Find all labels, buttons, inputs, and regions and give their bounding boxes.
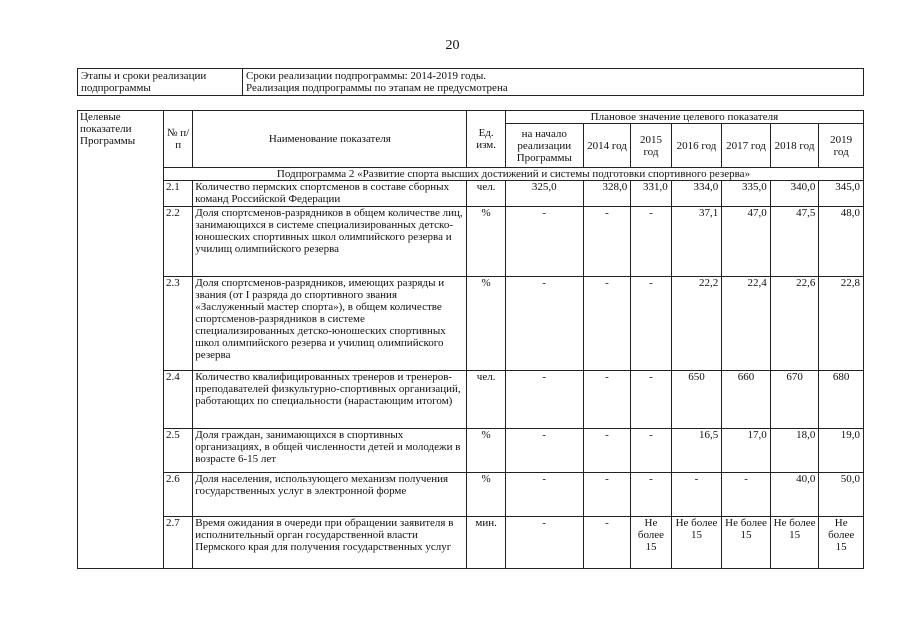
row-name: Доля спортсменов-разрядников в общем количестве лиц, занимающихся в системе специализированных детско-юношеских спортивных школ олимпийского резерва и училищ олимпийского резерва xyxy=(193,207,467,277)
row-start: - xyxy=(505,517,583,569)
row-2019: 680 xyxy=(819,371,864,429)
row-start: - xyxy=(505,473,583,517)
row-2014: - xyxy=(583,277,631,371)
row-2014: - xyxy=(583,371,631,429)
row-2014: - xyxy=(583,429,631,473)
row-name: Доля граждан, занимающихся в спортивных организациях, в общей численности детей и молодежи в возрасте 6-15 лет xyxy=(193,429,467,473)
row-2017: 22,4 xyxy=(722,277,771,371)
row-2016: 37,1 xyxy=(671,207,722,277)
row-2015: - xyxy=(631,473,671,517)
header-start: на начало реализации Программы xyxy=(505,124,583,168)
row-2014: 328,0 xyxy=(583,181,631,207)
stages-value-line2: Реализация подпрограммы по этапам не предусмотрена xyxy=(246,82,508,94)
header-2018: 2018 год xyxy=(770,124,819,168)
row-2016: 650 xyxy=(671,371,722,429)
row-2015: - xyxy=(631,207,671,277)
table-row xyxy=(78,429,864,473)
target-indicators-label: Целевые показатели Программы xyxy=(78,111,164,569)
row-2018: Не более 15 xyxy=(770,517,819,569)
row-2014: - xyxy=(583,207,631,277)
row-2017: 47,0 xyxy=(722,207,771,277)
row-num: 2.1 xyxy=(163,181,192,207)
header-unit: Ед. изм. xyxy=(467,111,505,168)
row-num: 2.4 xyxy=(163,371,192,429)
row-num: 2.7 xyxy=(163,517,192,569)
header-num: № п/п xyxy=(163,111,192,168)
row-2017: 17,0 xyxy=(722,429,771,473)
stages-table xyxy=(77,68,864,96)
row-2014: - xyxy=(583,517,631,569)
header-2014: 2014 год xyxy=(583,124,631,168)
table-row xyxy=(78,181,864,207)
page-number: 20 xyxy=(445,38,460,53)
row-2015: - xyxy=(631,371,671,429)
table-row xyxy=(78,371,864,429)
row-2019: 48,0 xyxy=(819,207,864,277)
row-2015: - xyxy=(631,277,671,371)
row-2018: 40,0 xyxy=(770,473,819,517)
row-num: 2.3 xyxy=(163,277,192,371)
header-planned: Плановое значение целевого показателя xyxy=(505,111,863,124)
row-name: Количество пермских спортсменов в составе сборных команд Российской Федерации xyxy=(193,181,467,207)
row-start: - xyxy=(505,371,583,429)
row-2018: 18,0 xyxy=(770,429,819,473)
row-2016: - xyxy=(671,473,722,517)
row-2018: 670 xyxy=(770,371,819,429)
row-2018: 47,5 xyxy=(770,207,819,277)
table-row xyxy=(78,207,864,277)
row-2019: 22,8 xyxy=(819,277,864,371)
row-2016: 334,0 xyxy=(671,181,722,207)
header-2017: 2017 год xyxy=(722,124,771,168)
row-unit: чел. xyxy=(467,371,505,429)
header-2016: 2016 год xyxy=(671,124,722,168)
stages-value-line1: Сроки реализации подпрограммы: 2014-2019 годы. xyxy=(246,70,486,82)
row-2019: Не более 15 xyxy=(819,517,864,569)
row-num: 2.5 xyxy=(163,429,192,473)
row-2017: Не более 15 xyxy=(722,517,771,569)
row-name: Количество квалифицированных тренеров и тренеров-преподавателей физкультурно-спортивных организаций, работающих по специальности (нарастающим итогом) xyxy=(193,371,467,429)
row-num: 2.6 xyxy=(163,473,192,517)
row-2017: 660 xyxy=(722,371,771,429)
row-unit: % xyxy=(467,277,505,371)
row-2015: Не более 15 xyxy=(631,517,671,569)
row-2019: 50,0 xyxy=(819,473,864,517)
row-2016: 22,2 xyxy=(671,277,722,371)
row-2016: 16,5 xyxy=(671,429,722,473)
row-2015: 331,0 xyxy=(631,181,671,207)
row-unit: мин. xyxy=(467,517,505,569)
row-2019: 345,0 xyxy=(819,181,864,207)
header-2019: 2019 год xyxy=(819,124,864,168)
stages-value xyxy=(243,69,864,96)
row-unit: % xyxy=(467,429,505,473)
row-2017: - xyxy=(722,473,771,517)
row-2015: - xyxy=(631,429,671,473)
row-2014: - xyxy=(583,473,631,517)
row-start: - xyxy=(505,207,583,277)
row-unit: % xyxy=(467,207,505,277)
row-start: - xyxy=(505,277,583,371)
indicators-table xyxy=(77,110,864,569)
header-2015: 2015 год xyxy=(631,124,671,168)
row-unit: чел. xyxy=(467,181,505,207)
row-start: - xyxy=(505,429,583,473)
row-2018: 22,6 xyxy=(770,277,819,371)
table-row xyxy=(78,517,864,569)
row-name: Доля населения, использующего механизм получения государственных услуг в электронной форме xyxy=(193,473,467,517)
row-unit: % xyxy=(467,473,505,517)
header-name: Наименование показателя xyxy=(193,111,467,168)
table-row xyxy=(78,277,864,371)
row-2016: Не более 15 xyxy=(671,517,722,569)
subprogram-title: Подпрограмма 2 «Развитие спорта высших достижений и системы подготовки спортивного резерва» xyxy=(163,168,863,181)
table-row xyxy=(78,473,864,517)
row-num: 2.2 xyxy=(163,207,192,277)
row-2019: 19,0 xyxy=(819,429,864,473)
row-2017: 335,0 xyxy=(722,181,771,207)
stages-label: Этапы и сроки реализации подпрограммы xyxy=(78,69,243,96)
row-name: Время ожидания в очереди при обращении заявителя в исполнительный орган государственной власти Пермского края для получения государственных услуг xyxy=(193,517,467,569)
row-start: 325,0 xyxy=(505,181,583,207)
row-name: Доля спортсменов-разрядников, имеющих разряды и звания (от I разряда до спортивного звания «Заслуженный мастер спорта»), в общем количестве спортсменов-разрядников в системе специализированных детско-юношеских спортивных школ олимпийского резерва и училищ олимпийского резерва xyxy=(193,277,467,371)
row-2018: 340,0 xyxy=(770,181,819,207)
